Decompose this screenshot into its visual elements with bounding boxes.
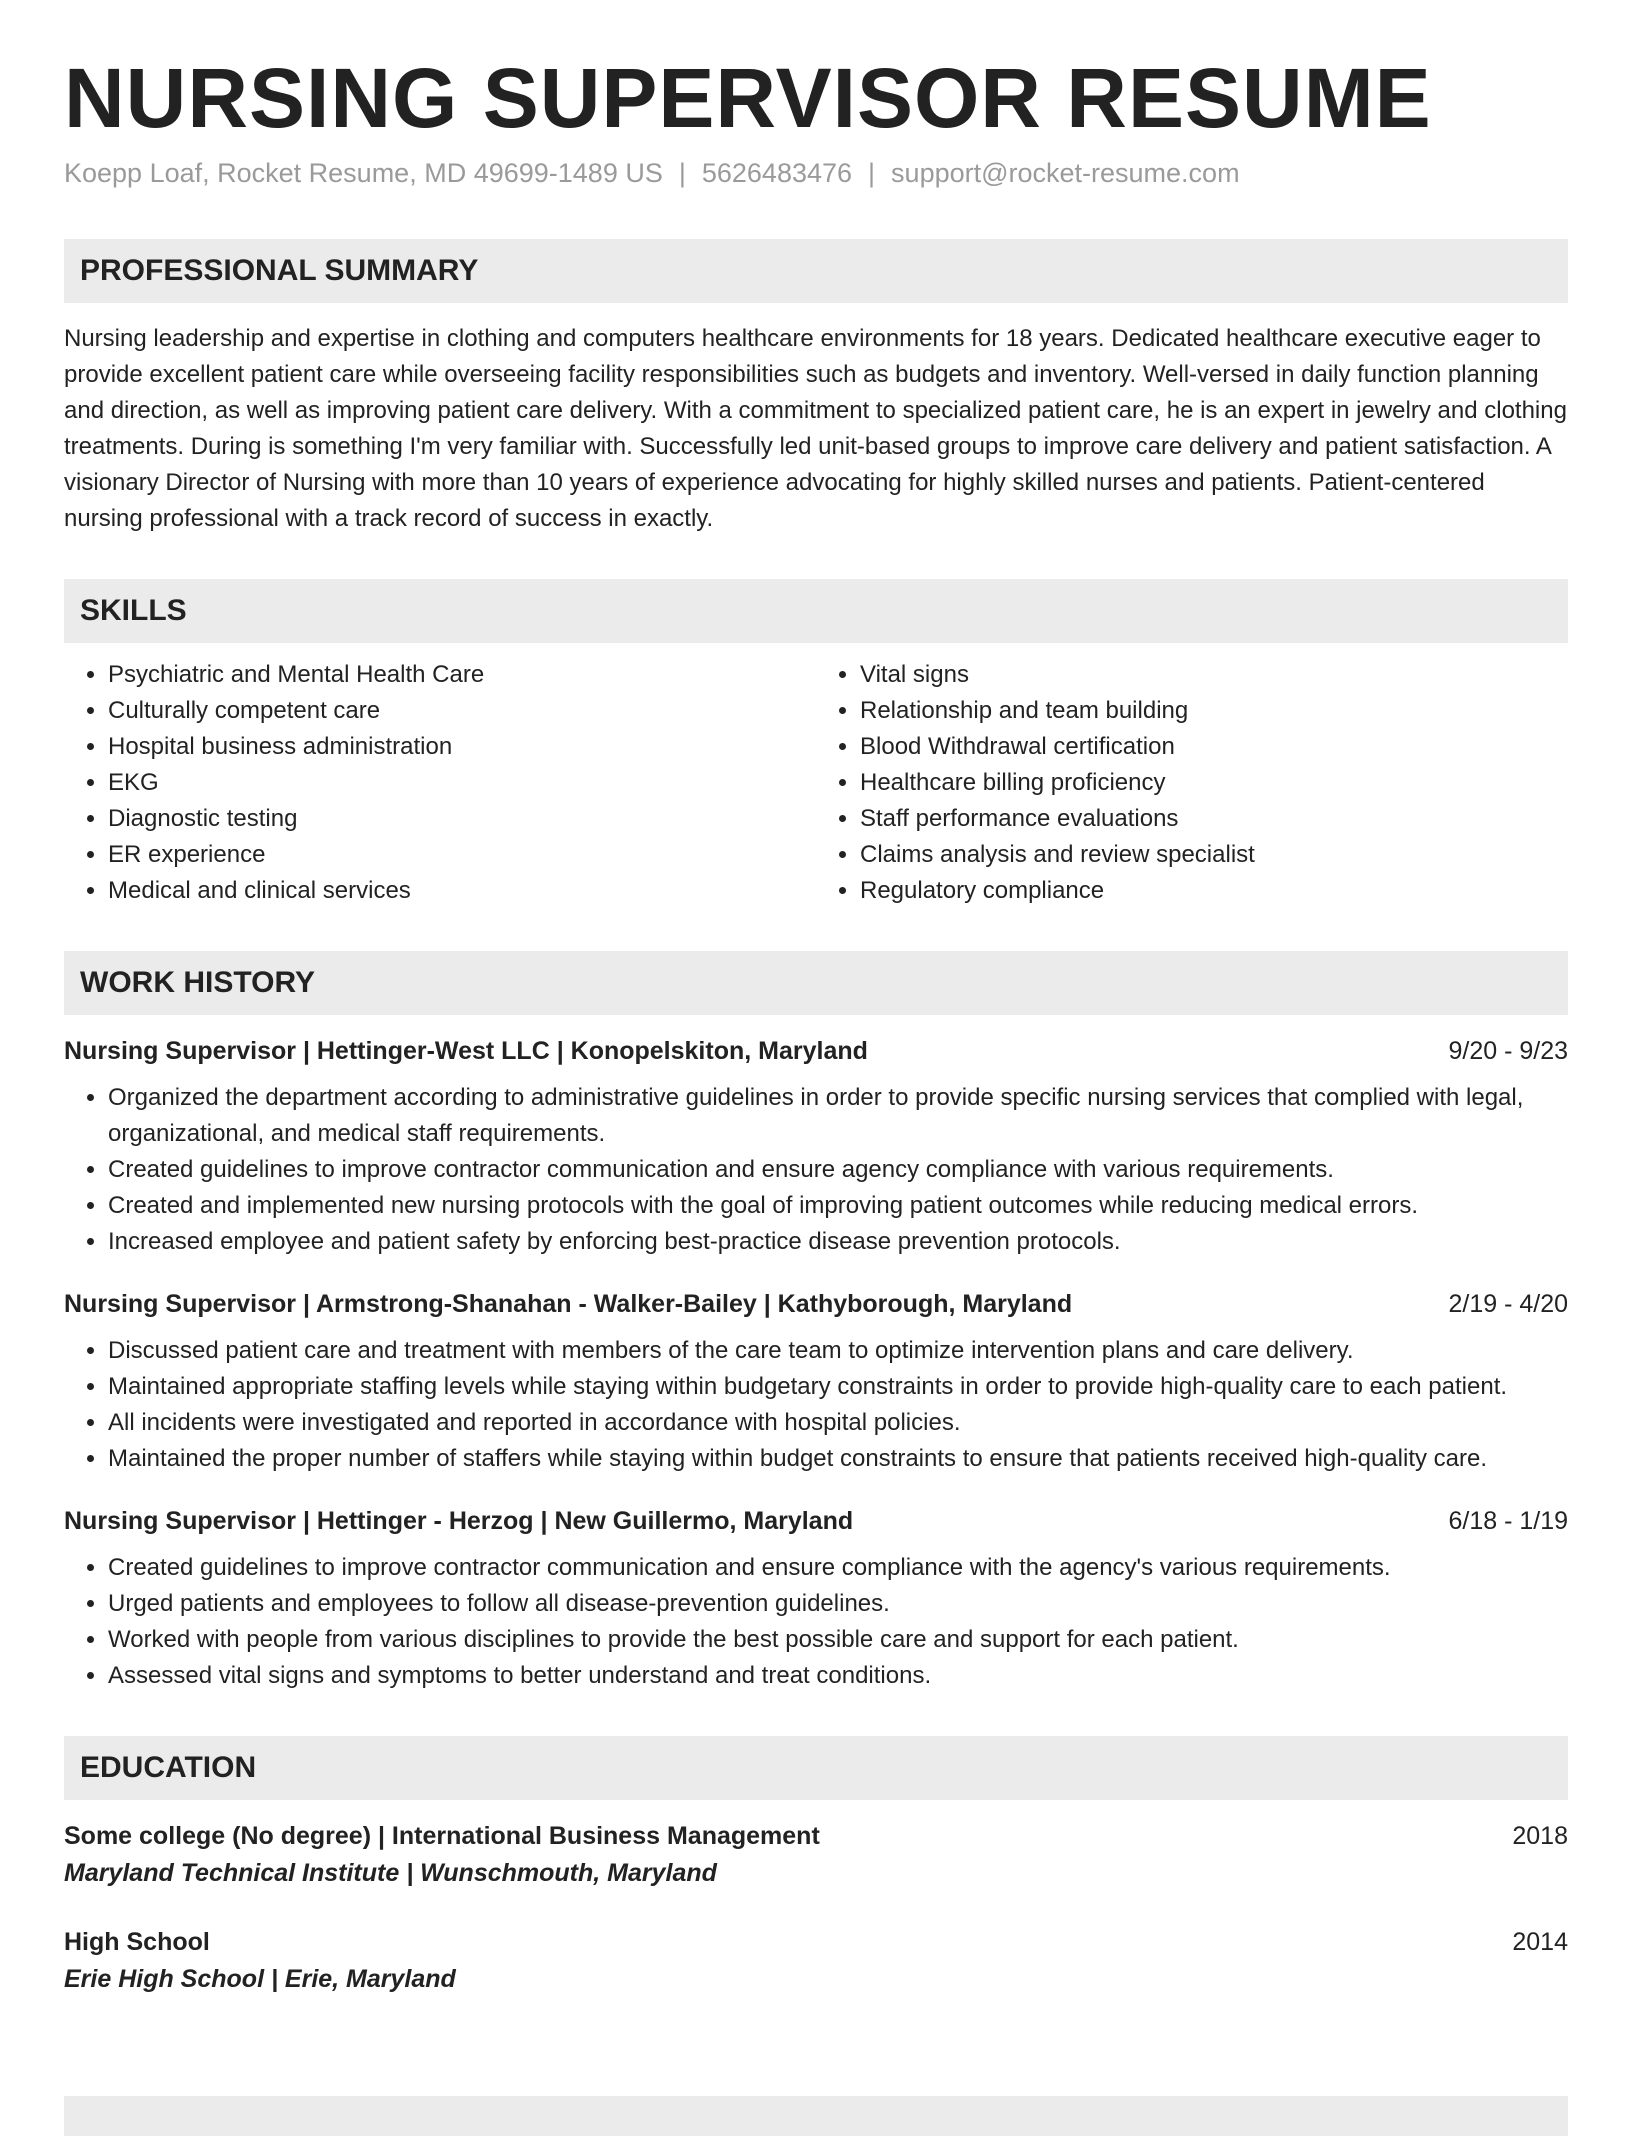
section-heading-work: WORK HISTORY xyxy=(64,951,1568,1015)
skills-column-right xyxy=(816,657,1568,909)
job-title: Nursing Supervisor | Armstrong-Shanahan - Walker-Bailey | Kathyborough, Maryland xyxy=(64,1290,1073,1319)
skill-item: • Relationship and team building xyxy=(860,693,1568,729)
summary-text: Nursing leadership and expertise in clothing and computers healthcare environments for 18 years. Dedicated healthcare executive eager to provide excellent patient care while overseeing facility responsibilities such as budgets and inventory. Well-versed in daily function planning and direction, as well as improving patient care delivery. With a commitment to specialized patient care, he is an expert in jewelry and clothing treatments. During is something I'm very familiar with. Successfully led unit-based groups to improve care delivery and patient satisfaction. A visionary Director of Nursing with more than 10 years of experience advocating for highly skilled nurses and patients. Patient-centered nursing professional with a track record of success in exactly. xyxy=(64,325,1567,533)
job-bullet: • Maintained appropriate staffing levels while staying within budgetary constraints in order to provide high-quality care to each patient. xyxy=(108,1369,1568,1405)
job-bullet: • Maintained the proper number of staffers while staying within budget constraints to ensure that patients received high-quality care. xyxy=(108,1441,1568,1477)
job-bullets xyxy=(64,1333,1568,1477)
skills-list xyxy=(64,657,1568,909)
skill-item: • Culturally competent care xyxy=(108,693,816,729)
skill-item: • Diagnostic testing xyxy=(108,801,816,837)
contact-phone: 5626483476 xyxy=(701,158,853,189)
education-school: Maryland Technical Institute | Wunschmouth, Maryland xyxy=(64,1859,717,1888)
section-heading-bar-partial xyxy=(64,2096,1568,2136)
section-heading-skills: SKILLS xyxy=(64,579,1568,643)
education-school: Erie High School | Erie, Maryland xyxy=(64,1965,456,1994)
education-entry xyxy=(64,1822,1568,1888)
job-bullet: • Created guidelines to improve contractor communication and ensure compliance with the agency's various requirements. xyxy=(108,1550,1568,1586)
contact-separator: | xyxy=(678,158,686,189)
skill-item: • ER experience xyxy=(108,837,816,873)
job-dates: 9/20 - 9/23 xyxy=(1448,1037,1568,1066)
job-bullet: • Increased employee and patient safety by enforcing best-practice disease prevention protocols. xyxy=(108,1224,1568,1260)
page-title: NURSING SUPERVISOR RESUME xyxy=(64,51,1432,145)
job-header xyxy=(64,1507,1568,1536)
job-entry xyxy=(64,1037,1568,1260)
job-bullets xyxy=(64,1080,1568,1260)
job-title: Nursing Supervisor | Hettinger - Herzog | New Guillermo, Maryland xyxy=(64,1507,854,1536)
job-entry xyxy=(64,1507,1568,1694)
skill-item: • Healthcare billing proficiency xyxy=(860,765,1568,801)
job-entry xyxy=(64,1290,1568,1477)
education-year: 2018 xyxy=(1512,1822,1568,1851)
skill-item: • Vital signs xyxy=(860,657,1568,693)
education-header xyxy=(64,1822,1568,1851)
education-entry xyxy=(64,1928,1568,1994)
skill-item: • Medical and clinical services xyxy=(108,873,816,909)
skill-item: • Staff performance evaluations xyxy=(860,801,1568,837)
job-header xyxy=(64,1037,1568,1066)
job-header xyxy=(64,1290,1568,1319)
skill-item: • Claims analysis and review specialist xyxy=(860,837,1568,873)
skill-item: • Hospital business administration xyxy=(108,729,816,765)
job-bullet: • Urged patients and employees to follow all disease-prevention guidelines. xyxy=(108,1586,1568,1622)
job-bullet: • Worked with people from various disciplines to provide the best possible care and support for each patient. xyxy=(108,1622,1568,1658)
education-header xyxy=(64,1928,1568,1957)
contact-address: Koepp Loaf, Rocket Resume, MD 49699-1489 US xyxy=(64,158,663,189)
contact-line xyxy=(64,158,1568,189)
job-bullet: • Assessed vital signs and symptoms to better understand and treat conditions. xyxy=(108,1658,1568,1694)
job-bullets xyxy=(64,1550,1568,1694)
job-bullet: • Discussed patient care and treatment with members of the care team to optimize intervention plans and care delivery. xyxy=(108,1333,1568,1369)
skill-item: • Blood Withdrawal certification xyxy=(860,729,1568,765)
education-degree: Some college (No degree) | International Business Management xyxy=(64,1822,820,1851)
job-title: Nursing Supervisor | Hettinger-West LLC | Konopelskiton, Maryland xyxy=(64,1037,868,1066)
job-bullet: • Created guidelines to improve contractor communication and ensure agency compliance with various requirements. xyxy=(108,1152,1568,1188)
job-bullet: • Created and implemented new nursing protocols with the goal of improving patient outcomes while reducing medical errors. xyxy=(108,1188,1568,1224)
job-dates: 2/19 - 4/20 xyxy=(1448,1290,1568,1319)
section-heading-education: EDUCATION xyxy=(64,1736,1568,1800)
education-year: 2014 xyxy=(1512,1928,1568,1957)
contact-email: support@rocket-resume.com xyxy=(891,158,1240,189)
job-dates: 6/18 - 1/19 xyxy=(1448,1507,1568,1536)
skill-item: • Regulatory compliance xyxy=(860,873,1568,909)
job-bullet: • Organized the department according to administrative guidelines in order to provide specific nursing services that complied with legal, organizational, and medical staff requirements. xyxy=(108,1080,1568,1152)
skills-column-left xyxy=(64,657,816,909)
skill-item: • Psychiatric and Mental Health Care xyxy=(108,657,816,693)
section-heading-summary: PROFESSIONAL SUMMARY xyxy=(64,239,1568,303)
contact-separator: | xyxy=(868,158,876,189)
education-degree: High School xyxy=(64,1928,210,1957)
skill-item: • EKG xyxy=(108,765,816,801)
job-bullet: • All incidents were investigated and reported in accordance with hospital policies. xyxy=(108,1405,1568,1441)
